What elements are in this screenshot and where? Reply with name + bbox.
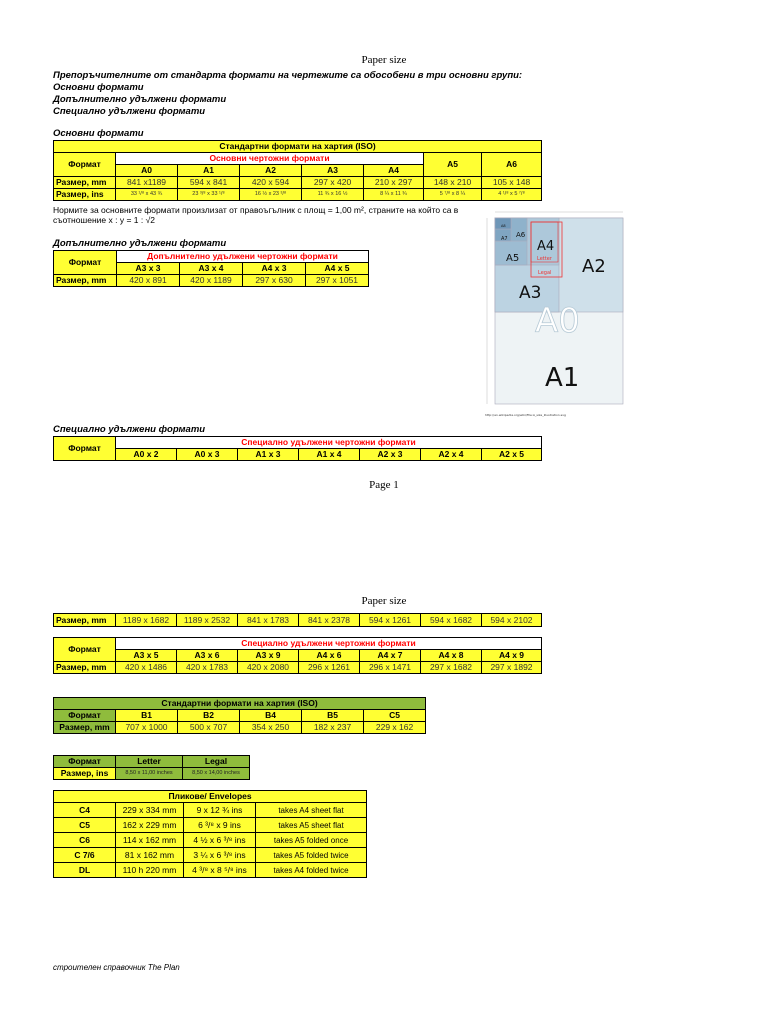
cell: 4 ³/⁸ x 8 ⁵/⁸ ins [184, 863, 256, 878]
cell: 8,50 x 11,00 inches [116, 768, 183, 780]
section-title-extended: Допълнително удължени формати [53, 238, 227, 249]
cell: 594 x 1682 [421, 614, 482, 627]
format-label: Формат [54, 153, 116, 177]
cell: 229 x 334 mm [116, 803, 184, 818]
cell: 841 x 2378 [299, 614, 360, 627]
diagram-caption: http://en.wikipedia.org/wiki/File:A_size_illustration.svg [485, 413, 566, 417]
cell: 8,50 x 14,00 inches [183, 768, 250, 780]
col-header: Letter [116, 756, 183, 768]
cell: 420 x 891 [117, 275, 180, 287]
cell: 4 ½ x 6 ³/⁸ ins [184, 833, 256, 848]
page-footer: Page 1 [369, 479, 399, 491]
col-header: C5 [364, 710, 426, 722]
special-subheader: Специално удължени чертожни формати [116, 638, 542, 650]
col-header: A0 x 3 [177, 449, 238, 461]
col-header: A3 x 4 [180, 263, 243, 275]
source-note: строителен справочник The Plan [53, 963, 180, 972]
format-label: Формат [54, 756, 116, 768]
cell: 229 x 162 [364, 722, 426, 734]
cell: 1189 x 1682 [116, 614, 177, 627]
cell: takes A5 folded once [256, 833, 367, 848]
format-label: Формат [54, 251, 117, 275]
col-header: A4 x 3 [243, 263, 306, 275]
cell: C5 [54, 818, 116, 833]
cell: 105 x 148 [482, 177, 542, 189]
cell: 420 x 1189 [180, 275, 243, 287]
intro-line: Основни формати [53, 82, 144, 93]
cell: 9 x 12 ¾ ins [184, 803, 256, 818]
col-header: A1 [178, 165, 240, 177]
cell: 182 x 237 [302, 722, 364, 734]
label-letter: Letter [537, 256, 552, 262]
label-a2: A2 [582, 256, 606, 277]
cell: takes A5 sheet flat [256, 818, 367, 833]
cell: 297 x 1892 [482, 662, 542, 674]
row-label: Размер, ins [54, 768, 116, 780]
label-a5: A5 [506, 253, 520, 264]
col-header: A3 x 9 [238, 650, 299, 662]
label-a8: A8 [501, 224, 506, 228]
cell: takes A5 folded twice [256, 848, 367, 863]
col-header: A4 x 6 [299, 650, 360, 662]
row-label: Размер, mm [54, 722, 116, 734]
cell: 297 x 630 [243, 275, 306, 287]
cell: 297 x 1682 [421, 662, 482, 674]
cell: 500 x 707 [178, 722, 240, 734]
col-header: A4 x 9 [482, 650, 542, 662]
col-header: A3 x 3 [117, 263, 180, 275]
col-header: A2 [240, 165, 302, 177]
table-row [54, 848, 367, 863]
b-formats-table [53, 697, 426, 734]
col-header: A0 [116, 165, 178, 177]
ext-subheader: Допълнително удължени чертожни формати [117, 251, 369, 263]
basic-subheader: Основни чертожни формати [116, 153, 424, 165]
iso-title: Стандартни формати на хартия (ISO) [54, 141, 542, 153]
cell: 16 ½ x 23 ³/⁸ [240, 189, 302, 201]
col-header: A5 [424, 153, 482, 177]
label-a6: A6 [516, 231, 526, 239]
cell: DL [54, 863, 116, 878]
cell: C 7/6 [54, 848, 116, 863]
cell: 81 x 162 mm [116, 848, 184, 863]
col-header: A0 x 2 [116, 449, 177, 461]
cell: 23 ³/⁸ x 33 ¹/⁸ [178, 189, 240, 201]
col-header: A2 x 4 [421, 449, 482, 461]
extended-formats-table [53, 250, 369, 287]
cell: 594 x 2102 [482, 614, 542, 627]
col-header: B2 [178, 710, 240, 722]
cell: 1189 x 2532 [177, 614, 238, 627]
cell: 420 x 2080 [238, 662, 299, 674]
format-label: Формат [54, 710, 116, 722]
cell: 8 ¼ x 11 ¾ [364, 189, 424, 201]
cell: 354 x 250 [240, 722, 302, 734]
format-label: Формат [54, 437, 116, 461]
cell: 841 x1189 [116, 177, 178, 189]
cell: 148 x 210 [424, 177, 482, 189]
label-a3: A3 [519, 283, 542, 303]
table-row [54, 863, 367, 878]
special-subheader: Специално удължени чертожни формати [116, 437, 542, 449]
cell: C4 [54, 803, 116, 818]
cell: 594 x 841 [178, 177, 240, 189]
iso-title: Стандартни формати на хартия (ISO) [54, 698, 426, 710]
row-label: Размер, mm [54, 614, 116, 627]
col-header: B5 [302, 710, 364, 722]
cell: 210 x 297 [364, 177, 424, 189]
cell: takes A4 sheet flat [256, 803, 367, 818]
col-header: A4 [364, 165, 424, 177]
col-header: Legal [183, 756, 250, 768]
row-label: Размер, ins [54, 189, 116, 201]
special-sizes-row [53, 613, 542, 627]
col-header: A3 [302, 165, 364, 177]
cell: 296 x 1261 [299, 662, 360, 674]
cell: 297 x 420 [302, 177, 364, 189]
cell: takes A4 folded twice [256, 863, 367, 878]
col-header: A3 x 5 [116, 650, 177, 662]
cell: 841 x 1783 [238, 614, 299, 627]
cell: 6 ³/⁸ x 9 ins [184, 818, 256, 833]
cell: 420 x 594 [240, 177, 302, 189]
envelopes-table [53, 790, 367, 878]
intro-text [53, 70, 522, 118]
row-label: Размер, mm [54, 275, 117, 287]
cell: 5 ⁷/⁸ x 8 ¼ [424, 189, 482, 201]
cell: 11 ¾ x 16 ½ [302, 189, 364, 201]
special-formats-table-2 [53, 637, 542, 674]
basic-formats-table [53, 140, 542, 201]
cell: 420 x 1783 [177, 662, 238, 674]
label-legal: Legal [538, 270, 552, 276]
format-label: Формат [54, 638, 116, 662]
col-header: A2 x 3 [360, 449, 421, 461]
table-row [54, 818, 367, 833]
label-a0: A0 [535, 301, 580, 341]
col-header: A1 x 4 [299, 449, 360, 461]
cell: 114 x 162 mm [116, 833, 184, 848]
intro-line: Допълнително удължени формати [53, 94, 227, 105]
label-a4: A4 [537, 239, 555, 254]
paper-size-diagram [485, 208, 640, 420]
cell: 707 x 1000 [116, 722, 178, 734]
page-header: Paper size [361, 54, 407, 66]
col-header: A2 x 5 [482, 449, 542, 461]
cell: C6 [54, 833, 116, 848]
a-series-illustration [485, 208, 640, 420]
row-label: Размер, mm [54, 662, 116, 674]
cell: 594 x 1261 [360, 614, 421, 627]
cell: 296 x 1471 [360, 662, 421, 674]
envelopes-title: Пликове/ Envelopes [54, 791, 367, 803]
col-header: A6 [482, 153, 542, 177]
table-row [54, 803, 367, 818]
col-header: A4 x 5 [306, 263, 369, 275]
page-header: Paper size [361, 595, 407, 607]
cell: 110 h 220 mm [116, 863, 184, 878]
row-label: Размер, mm [54, 177, 116, 189]
col-header: B1 [116, 710, 178, 722]
col-header: B4 [240, 710, 302, 722]
area-note: Нормите за основните формати произлизат от правоъгълник с площ = 1,00 m², страните на който са в съотношение x : y = 1 : √2 [53, 205, 459, 225]
col-header: A1 x 3 [238, 449, 299, 461]
letter-legal-table [53, 755, 250, 780]
col-header: A4 x 8 [421, 650, 482, 662]
cell: 33 ¹/⁸ x 43 ¾ [116, 189, 178, 201]
intro-line: Специално удължени формати [53, 106, 206, 117]
cell: 162 x 229 mm [116, 818, 184, 833]
cell: 420 x 1486 [116, 662, 177, 674]
label-a1: A1 [545, 363, 580, 393]
section-title-special: Специално удължени формати [53, 424, 206, 435]
col-header: A3 x 6 [177, 650, 238, 662]
cell: 3 ¼ x 6 ³/⁸ ins [184, 848, 256, 863]
special-formats-table [53, 436, 542, 461]
intro-line: Препоръчителните от стандарта формати на чертежите са обособени в три основни групи: [53, 70, 523, 81]
cell: 4 ¹/⁸ x 5 ⁷/⁸ [482, 189, 542, 201]
table-row [54, 833, 367, 848]
col-header: A4 x 7 [360, 650, 421, 662]
cell: 297 x 1051 [306, 275, 369, 287]
label-a7: A7 [501, 236, 508, 242]
section-title-basic: Основни формати [53, 128, 144, 139]
